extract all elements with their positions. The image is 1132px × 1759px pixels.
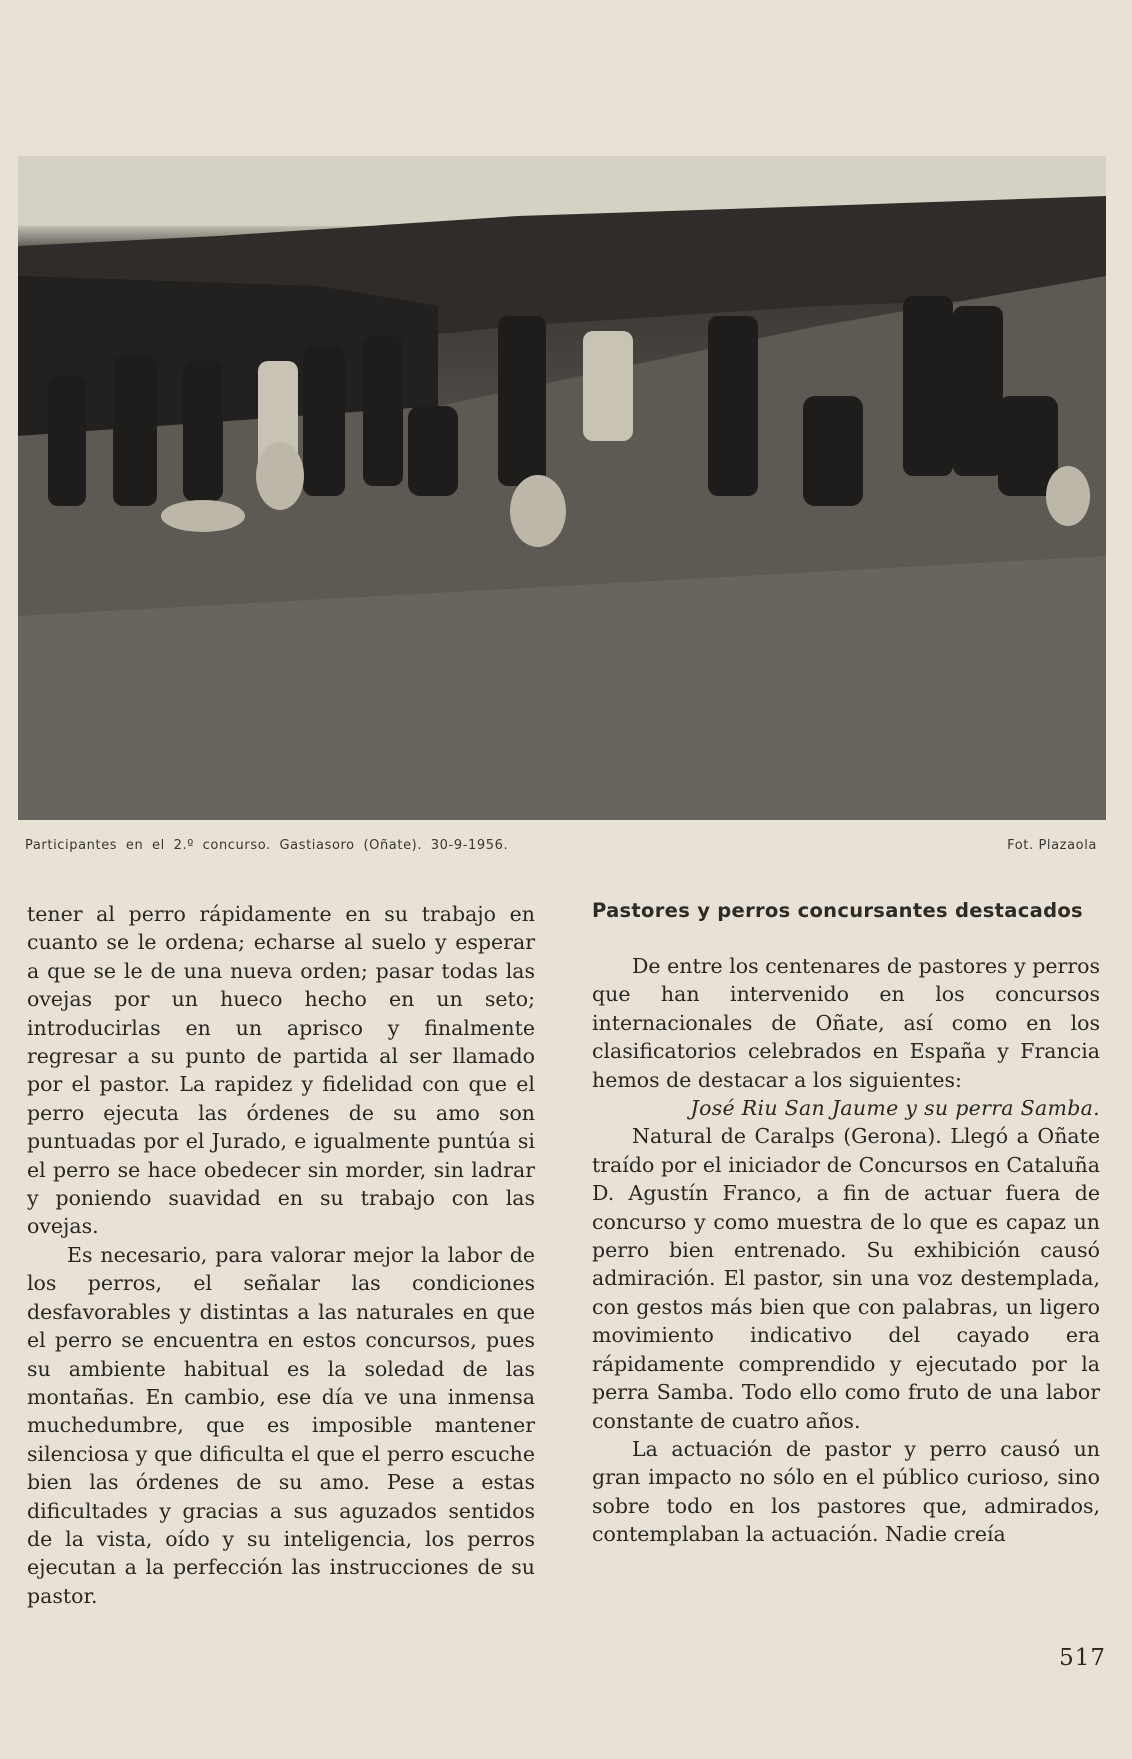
section-heading: Pastores y perros concursantes destacados: [592, 899, 1083, 922]
body-paragraph: Es necesario, para valorar mejor la labor de los perros, el señalar las condiciones desfavorables y distintas a las naturales en que el perro se encuentra en estos concursos, pues su ambiente habitual es la soledad de las montañas. En cambio, ese día ve una inmensa muchedumbre, que es imposible mantener silenciosa y que dificulta el que el perro escuche bien las órdenes de su amo. Pese a estas dificultades y gracias a sus aguzados sentidos de la vista, oído y su inteligencia, los perros ejecutan a la perfección las instrucciones de su pastor.: [27, 1242, 535, 1608]
photo-caption: Participantes en el 2.º concurso. Gastiasoro (Oñate). 30-9-1956.: [25, 838, 509, 853]
photograph: [18, 156, 1106, 820]
body-paragraph: tener al perro rápidamente en su trabajo en cuanto se le ordena; echarse al suelo y esperar a que se le de una nueva orden; pasar todas las ovejas por un hueco hecho en un seto; introducirlas en un aprisco y finalmente regresar a su punto de partida al ser llamado por el pastor. La rapidez y fidelidad con que el perro ejecuta las órdenes de su amo son puntuadas por el Jurado, e igualmente puntúa si el perro se hace obedecer sin morder, sin ladrar y poniendo suavidad en su trabajo con las ovejas.: [27, 902, 535, 1239]
body-paragraph: De entre los centenares de pastores y perros que han intervenido en los concursos internacionales de Oñate, así como en los clasificatorios celebrados en España y Francia hemos de destacar a los siguientes:: [592, 954, 1100, 1092]
body-paragraph: La actuación de pastor y perro causó un gran impacto no sólo en el público curioso, sino sobre todo en los pastores que, admirados, contemplaban la actuación. Nadie creía: [592, 1436, 1100, 1547]
subsection-title: José Riu San Jaume y su perra Samba.: [690, 1096, 1100, 1121]
body-paragraph: Natural de Caralps (Gerona). Llegó a Oñate traído por el iniciador de Concursos en Cataluña D. Agustín Franco, a fin de actuar fuera de concurso y como muestra de lo que es capaz un perro bien entrenado. Su exhibición causó admiración. El pastor, sin una voz destemplada, con gestos más bien que con palabras, un ligero movimiento indicativo del cayado era rápidamente comprendido y ejecutado por la perra Samba. Todo ello como fruto de una labor constante de cuatro años.: [592, 1124, 1100, 1433]
page-number: 517: [1059, 1645, 1106, 1671]
photo-scene: [18, 156, 1106, 820]
left-column: [27, 900, 535, 1610]
photo-credit: Fot. Plazaola: [1007, 838, 1097, 853]
right-column: [592, 898, 1100, 1549]
